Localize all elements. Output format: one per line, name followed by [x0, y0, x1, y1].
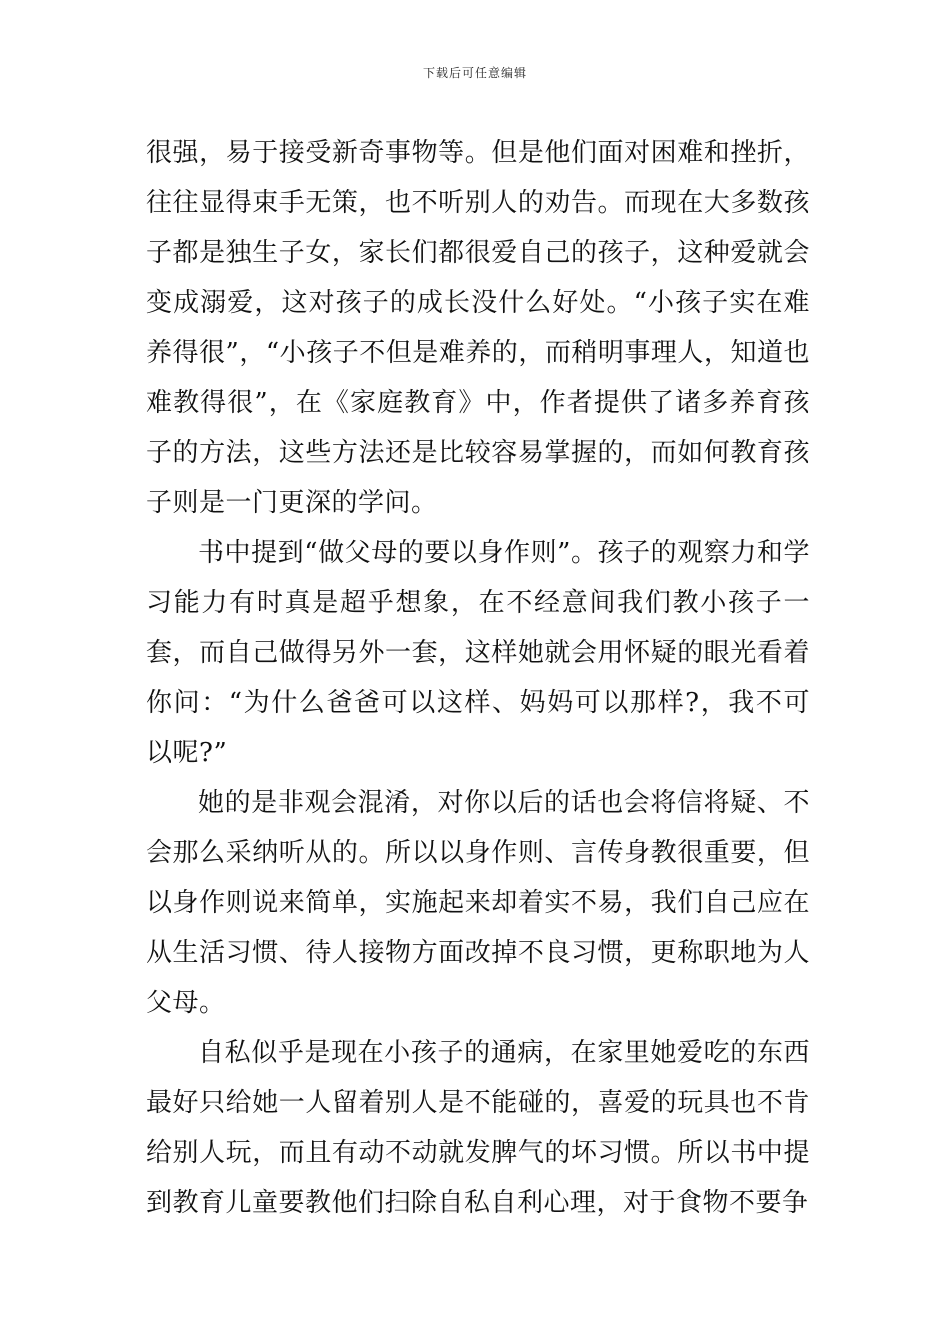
paragraph-lead-by-example: 书中提到“做父母的要以身作则”。孩子的观察力和学习能力有时真是超乎想象，在不经意间我们教小孩子一套，而自己做得另外一套，这样她就会用怀疑的眼光看着你问：“为什么爸爸可以这样、妈妈可以那样?，我不可以呢?” — [146, 538, 810, 768]
document-body — [146, 128, 810, 1228]
page-header: 下载后可任意编辑 — [422, 66, 527, 80]
paragraph-selfishness: 自私似乎是现在小孩子的通病，在家里她爱吃的东西最好只给她一人留着别人是不能碰的，喜爱的玩具也不肯给别人玩，而且有动不动就发脾气的坏习惯。所以书中提到教育儿童要教他们扫除自私自利心理，对于食物不要争 — [146, 1038, 810, 1218]
paragraph-values-confusion: 她的是非观会混淆，对你以后的话也会将信将疑、不会那么采纳听从的。所以以身作则、言传身教很重要，但以身作则说来简单，实施起来却着实不易，我们自己应在从生活习惯、待人接物方面改掉不良习惯，更称职地为人父母。 — [146, 788, 810, 1018]
paragraph-continued: 很强，易于接受新奇事物等。但是他们面对困难和挫折，往往显得束手无策，也不听别人的劝告。而现在大多数孩子都是独生子女，家长们都很爱自己的孩子，这种爱就会变成溺爱，这对孩子的成长没什么好处。“小孩子实在难养得很”，“小孩子不但是难养的，而稍明事理人，知道也难教得很”，在《家庭教育》中，作者提供了诸多养育孩子的方法，这些方法还是比较容易掌握的，而如何教育孩子则是一门更深的学问。 — [146, 138, 810, 518]
